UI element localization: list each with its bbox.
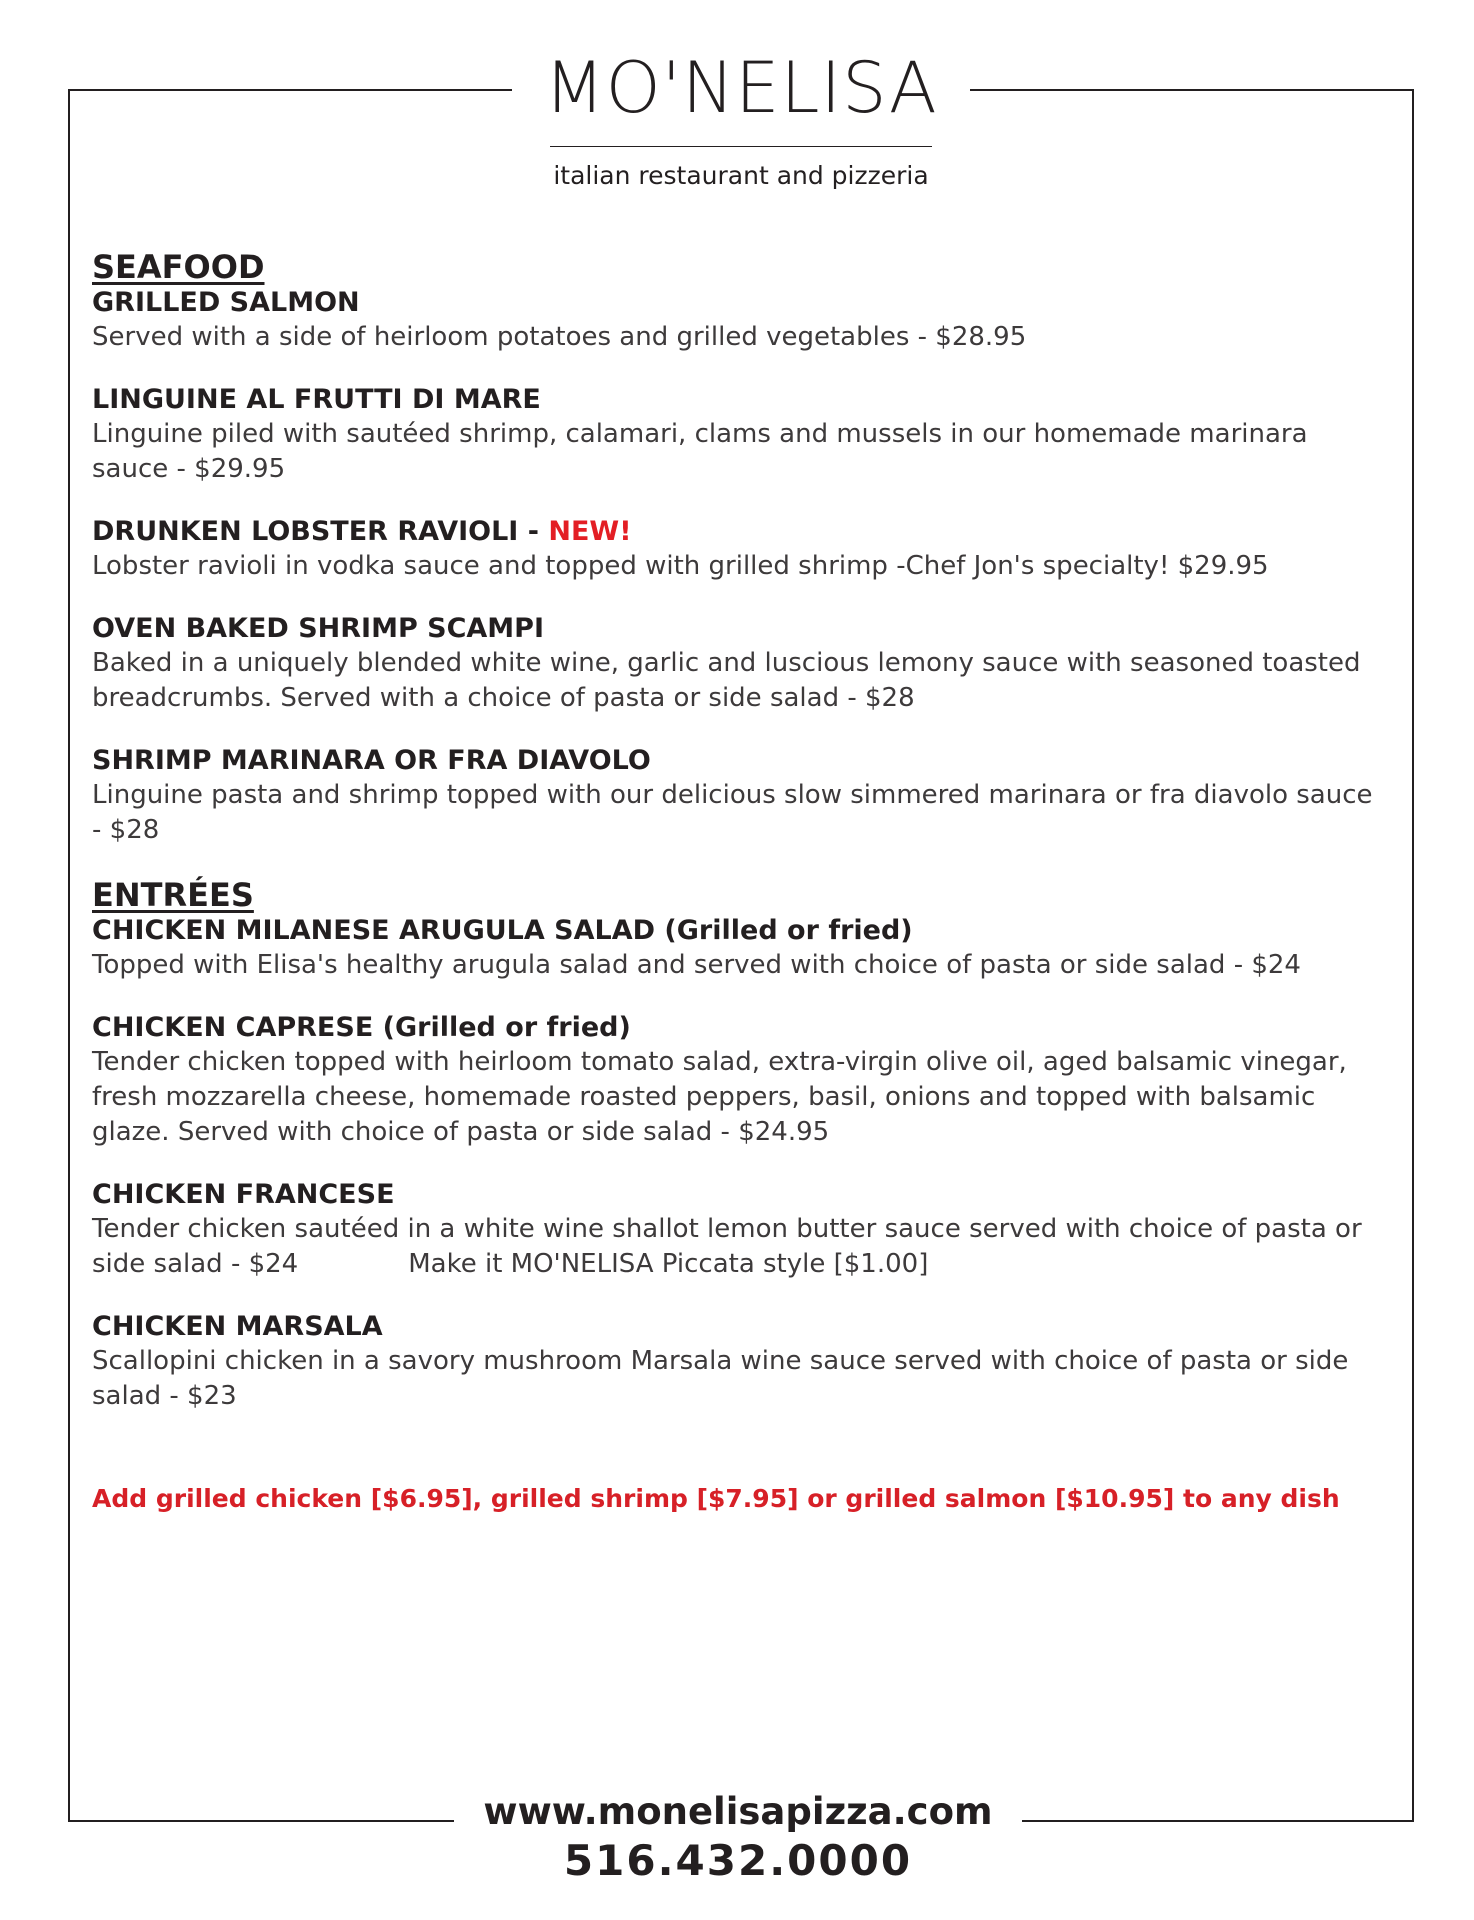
menu-item	[92, 1310, 1382, 1414]
brand-header	[512, 48, 970, 190]
frame-bottom-left-line	[68, 1820, 454, 1822]
item-description: Topped with Elisa's healthy arugula salad and served with choice of pasta or side salad - $24	[92, 950, 1301, 980]
item-name: CHICKEN MARSALA	[92, 1311, 383, 1342]
item-name: CHICKEN CAPRESE (Grilled or fried)	[92, 1012, 631, 1043]
item-name: OVEN BAKED SHRIMP SCAMPI	[92, 613, 545, 644]
item-description: Linguine piled with sautéed shrimp, calamari, clams and mussels in our homemade marinara sauce - $29.95	[92, 419, 1308, 484]
item-description: Linguine pasta and shrimp topped with our delicious slow simmered marinara or fra diavolo sauce - $28	[92, 780, 1373, 845]
item-name: DRUNKEN LOBSTER RAVIOLI -	[92, 516, 549, 547]
menu-item	[92, 744, 1382, 848]
option-note: Make it MO'NELISA Piccata style [$1.00]	[408, 1249, 929, 1279]
phone-number[interactable]: 516.432.0000	[563, 1836, 913, 1885]
section-seafood	[92, 248, 1382, 848]
menu-item	[92, 1011, 1382, 1150]
frame-right-line	[1412, 89, 1414, 1821]
brand-divider	[550, 146, 932, 147]
brand-tagline: italian restaurant and pizzeria	[553, 161, 929, 190]
item-name: LINGUINE AL FRUTTI DI MARE	[92, 384, 541, 415]
menu-item	[92, 612, 1382, 716]
brand-name: MO'NELISA	[544, 47, 938, 129]
item-description-row	[92, 1212, 1382, 1282]
menu-content	[92, 248, 1382, 1513]
item-description: Tender chicken topped with heirloom tomato salad, extra-virgin olive oil, aged balsamic vinegar, fresh mozzarella cheese, homemade roasted peppers, basil, onions and topped with balsamic glaze. Served with choice of pasta or side salad - $24.95	[92, 1047, 1347, 1147]
menu-item	[92, 286, 1382, 355]
new-badge: NEW!	[548, 516, 632, 547]
item-description: Scallopini chicken in a savory mushroom Marsala wine sauce served with choice of pasta or side salad - $23	[92, 1346, 1349, 1411]
item-name: CHICKEN MILANESE ARUGULA SALAD (Grilled or fried)	[92, 915, 913, 946]
frame-bottom-right-line	[1022, 1820, 1414, 1822]
item-description: Served with a side of heirloom potatoes and grilled vegetables - $28.95	[92, 322, 1027, 352]
menu-item	[92, 383, 1382, 487]
item-description: Baked in a uniquely blended white wine, garlic and luscious lemony sauce with seasoned toasted breadcrumbs. Served with a choice of pasta or side salad - $28	[92, 648, 1361, 713]
section-title: ENTRÉES	[92, 876, 254, 914]
item-name: CHICKEN FRANCESE	[92, 1179, 395, 1210]
frame-top-right-line	[970, 89, 1414, 91]
item-name: GRILLED SALMON	[92, 287, 360, 318]
item-description: Lobster ravioli in vodka sauce and topped with grilled shrimp -Chef Jon's specialty! $29.95	[92, 551, 1269, 581]
section-title: SEAFOOD	[92, 248, 265, 286]
menu-item	[92, 914, 1382, 983]
section-entrees	[92, 876, 1382, 1414]
menu-item	[92, 515, 1382, 584]
item-name-row	[92, 515, 1382, 549]
website-link[interactable]: www.monelisapizza.com	[483, 1790, 993, 1833]
footer	[454, 1790, 1022, 1888]
frame-top-left-line	[68, 89, 512, 91]
item-description: Tender chicken sautéed in a white wine shallot lemon butter sauce served with choice of pasta or side salad - $24	[92, 1214, 1362, 1279]
menu-item	[92, 1178, 1382, 1282]
addons-note: Add grilled chicken [$6.95], grilled shrimp [$7.95] or grilled salmon [$10.95] to any dish	[92, 1484, 1340, 1513]
item-name: SHRIMP MARINARA OR FRA DIAVOLO	[92, 745, 651, 776]
frame-left-line	[68, 89, 70, 1821]
